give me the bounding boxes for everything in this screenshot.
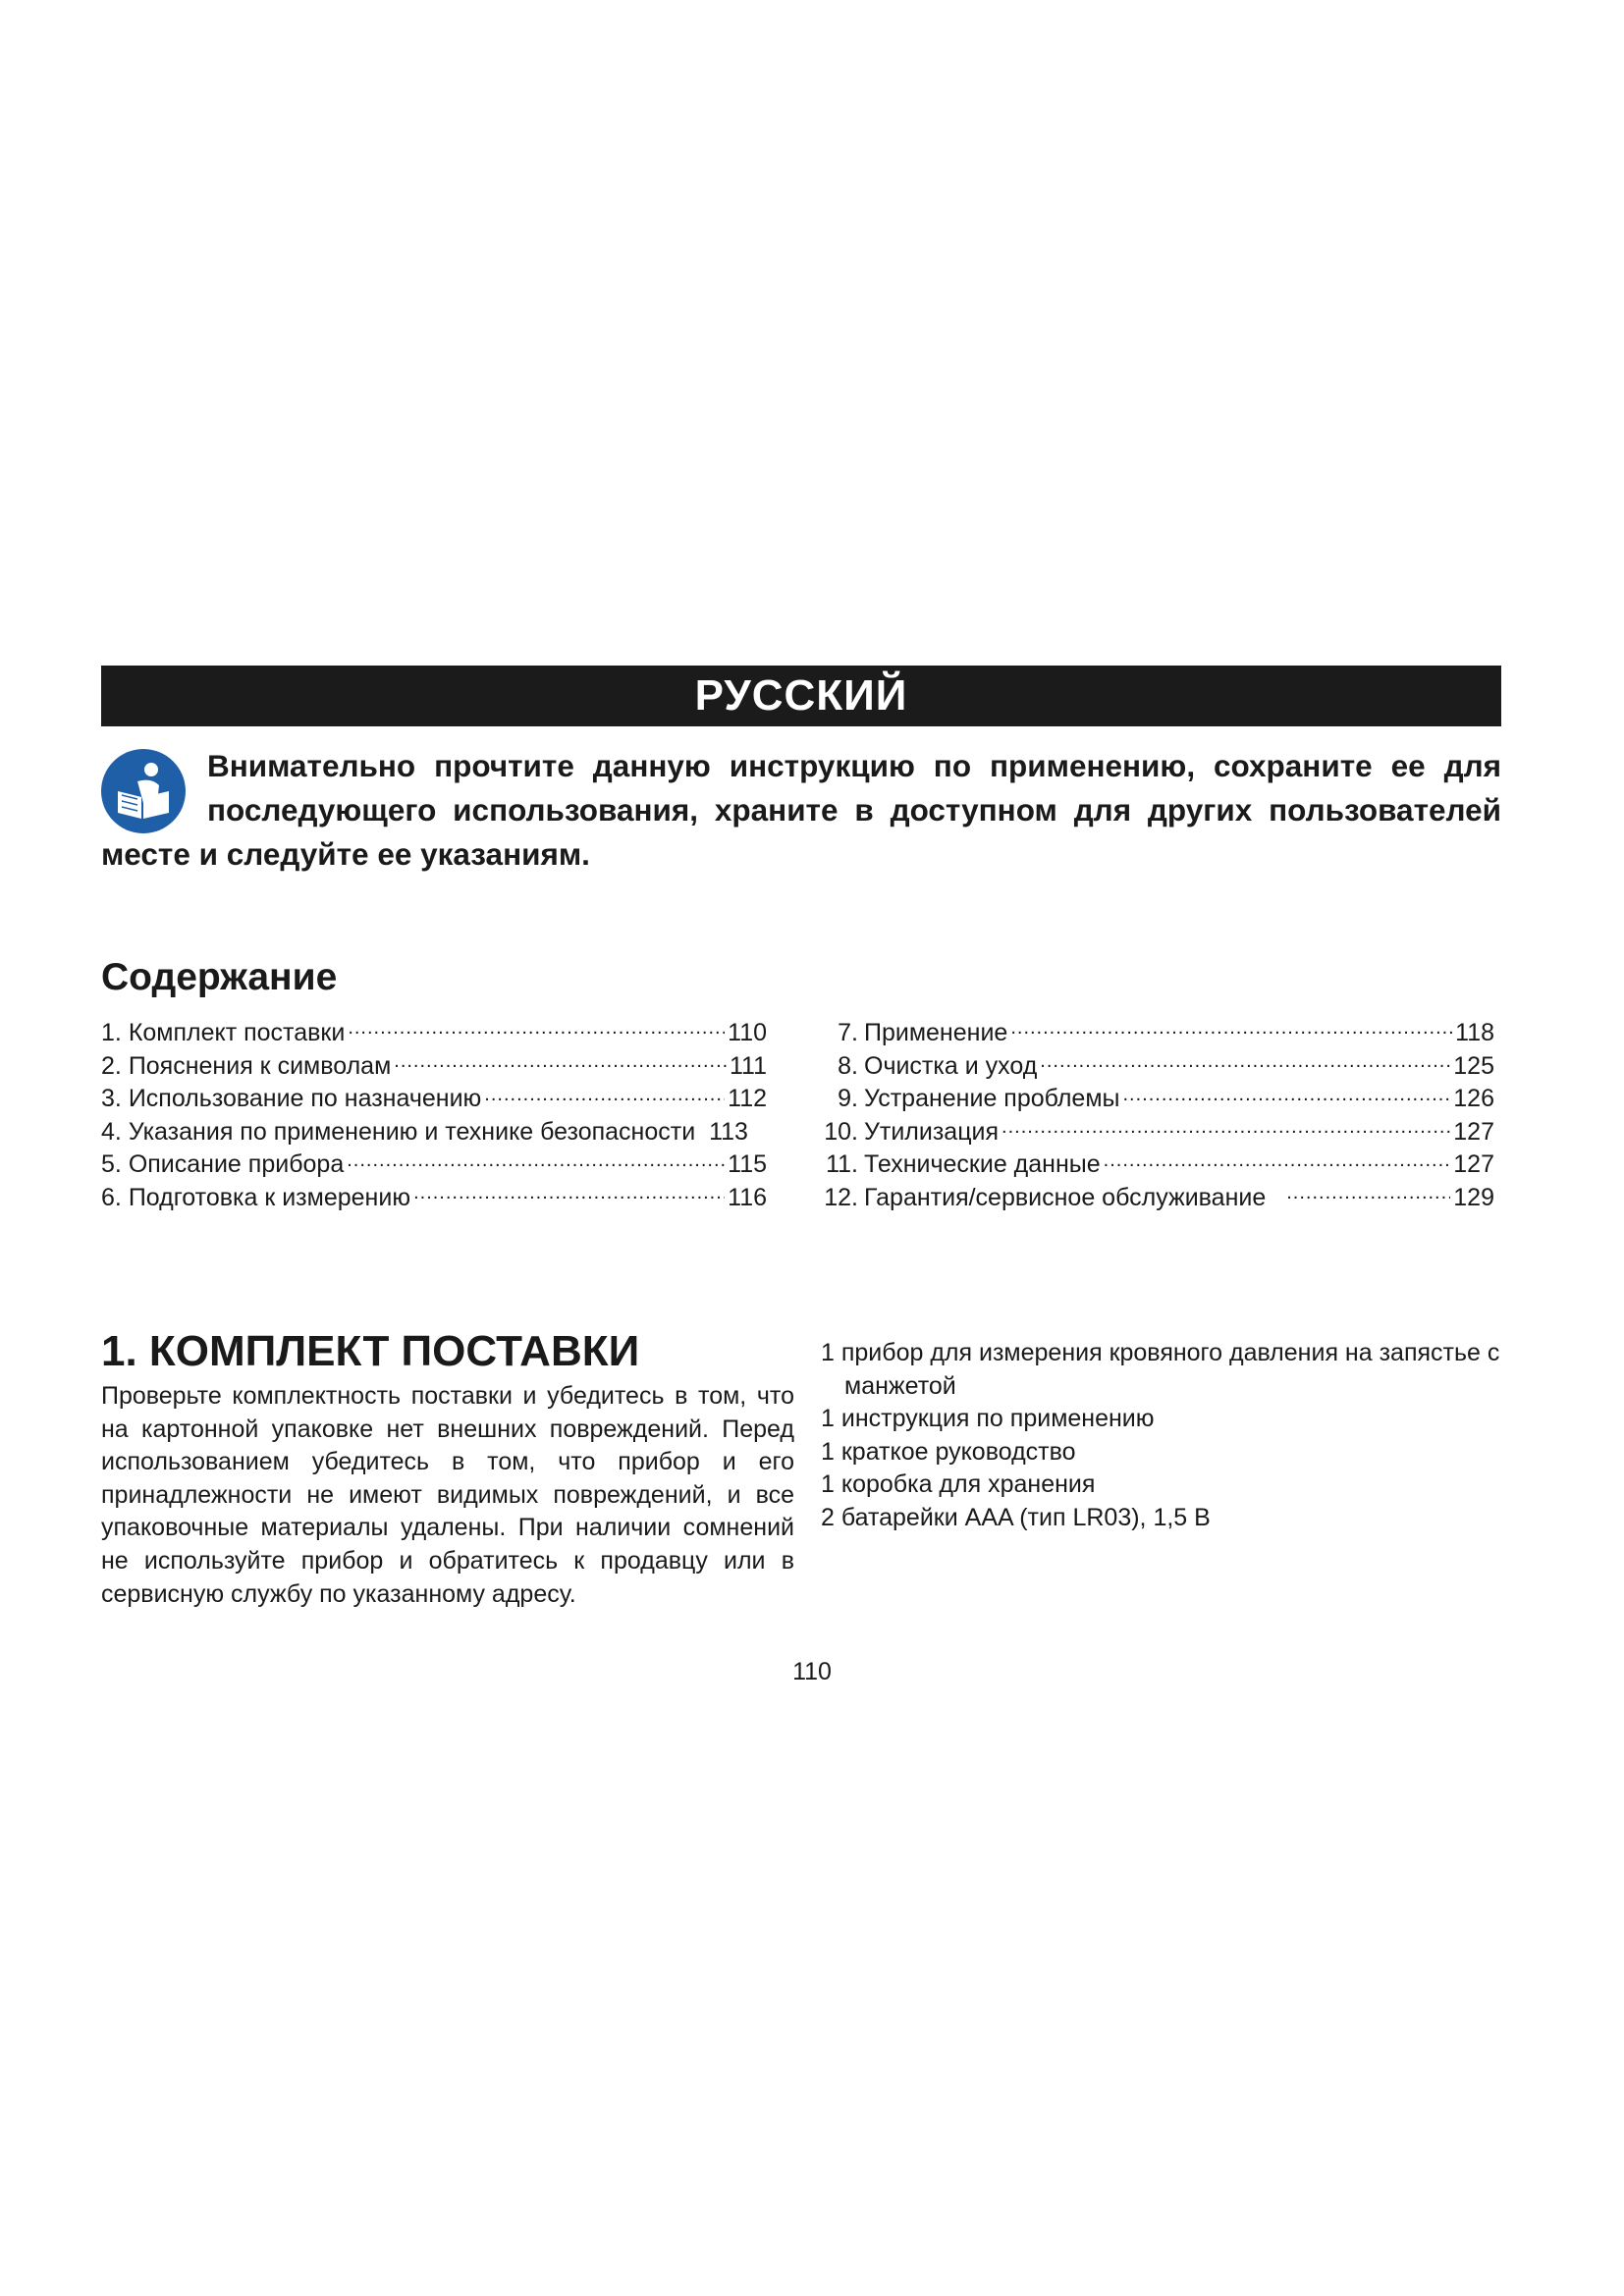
toc-entry-number: 7.: [838, 1019, 858, 1046]
toc-entry-number: 8.: [838, 1051, 858, 1080]
toc-entry-label: Пояснения к символам: [128, 1051, 392, 1080]
section-title: 1. КОМПЛЕКТ ПОСТАВКИ: [101, 1327, 640, 1375]
toc-leader-dots: [1001, 1120, 1450, 1140]
toc-entry-page: 111: [729, 1051, 767, 1080]
toc-entry[interactable]: [101, 1017, 767, 1050]
toc-leader-dots: [1123, 1087, 1451, 1106]
toc-leader-dots: [1040, 1054, 1450, 1074]
toc-entry-label: Указания по применению и технике безопасности: [128, 1117, 696, 1146]
toc-entry-page: 127: [1453, 1150, 1494, 1179]
toc-leader-dots: [347, 1152, 725, 1172]
toc-entry-number: 4.: [101, 1117, 122, 1146]
toc-leader-dots: [484, 1087, 725, 1106]
toc-entry-label: Описание прибора: [128, 1150, 345, 1179]
toc-entry-number: 9.: [838, 1085, 858, 1113]
language-banner: РУССКИЙ: [101, 666, 1501, 726]
toc-entry-label: Комплект поставки: [128, 1019, 346, 1046]
toc-entry-page: 110: [728, 1019, 767, 1046]
toc-entry-label: Подготовка к измерению: [128, 1183, 411, 1211]
toc-entry-number: 3.: [101, 1085, 122, 1113]
toc-right-column: [821, 1017, 1494, 1215]
toc-entry-page: 129: [1453, 1183, 1494, 1211]
toc-entry[interactable]: [821, 1116, 1494, 1149]
section-body-text: Проверьте комплектность поставки и убедитесь в том, что на картонной упаковке нет внешних повреждений. Перед использованием убедитесь в том, что прибор и его принадлежности не имеют видимых повреждений, и все упаковочные материалы удалены. При наличии сомнений не используйте прибор и обратитесь к продавцу или в сервисную службу по указанному адресу.: [101, 1382, 794, 1608]
toc-entry[interactable]: [821, 1148, 1494, 1182]
toc-entry-page: 112: [728, 1085, 767, 1113]
toc-entry-page: 118: [1455, 1019, 1494, 1046]
package-contents-list: [821, 1337, 1508, 1535]
list-item: 1 коробка для хранения: [821, 1470, 1096, 1499]
toc-entry-page: 127: [1453, 1117, 1494, 1146]
toc-entry-page: 126: [1453, 1085, 1494, 1113]
toc-entry-page: 116: [728, 1183, 767, 1211]
toc-entry[interactable]: [101, 1050, 767, 1084]
toc-entry[interactable]: [821, 1083, 1494, 1116]
toc-entry-label: Утилизация: [864, 1117, 1000, 1146]
toc-entry-number: 10.: [824, 1117, 858, 1146]
toc-entry[interactable]: [101, 1083, 767, 1116]
toc-entry-number: 11.: [826, 1150, 858, 1179]
toc-leader-dots: [348, 1021, 725, 1041]
toc-leader-dots: [1010, 1021, 1452, 1041]
toc-entry-label: Применение: [864, 1019, 1008, 1046]
read-instructions-notice: [101, 744, 1501, 877]
toc-leader-dots: [413, 1186, 725, 1205]
toc-title: Содержание: [101, 956, 338, 998]
list-item: 1 прибор для измерения кровяного давления на запястье с манжетой: [821, 1339, 1500, 1400]
toc-entry[interactable]: [821, 1182, 1494, 1215]
toc-entry[interactable]: [821, 1017, 1494, 1050]
list-item: 2 батарейки AAA (тип LR03), 1,5 В: [821, 1503, 1211, 1531]
toc-entry-number: 1.: [101, 1019, 122, 1046]
list-item: 1 краткое руководство: [821, 1437, 1076, 1466]
toc-entry-number: 12.: [824, 1183, 858, 1211]
toc-entry[interactable]: [821, 1050, 1494, 1084]
toc-entry-label: Гарантия/сервисное обслуживание: [864, 1183, 1267, 1211]
page-number: 110: [792, 1658, 832, 1685]
toc-entry-page: 113: [709, 1117, 748, 1146]
notice-text: Внимательно прочтите данную инструкцию по применению, сохраните ее для последующего использования, храните в доступном для других пользователей месте и следуйте ее указаниям.: [101, 748, 1501, 872]
toc-entry[interactable]: [101, 1116, 767, 1149]
toc-entry[interactable]: [101, 1182, 767, 1215]
toc-entry[interactable]: [101, 1148, 767, 1182]
toc-entry-label: Использование по назначению: [128, 1085, 482, 1113]
list-item: 1 инструкция по применению: [821, 1405, 1155, 1433]
toc-leader-dots: [1104, 1152, 1451, 1172]
toc-entry-page: 115: [728, 1150, 767, 1179]
toc-entry-number: 5.: [101, 1150, 122, 1179]
toc-leader-dots: [394, 1054, 727, 1074]
toc-entry-number: 6.: [101, 1183, 122, 1211]
toc-left-column: [101, 1017, 767, 1215]
toc-entry-number: 2.: [101, 1051, 122, 1080]
toc-entry-label: Очистка и уход: [864, 1051, 1038, 1080]
toc-leader-dots: [1286, 1186, 1450, 1205]
toc-entry-label: Технические данные: [864, 1150, 1101, 1179]
toc-entry-label: Устранение проблемы: [864, 1085, 1120, 1113]
toc-entry-page: 125: [1453, 1051, 1494, 1080]
